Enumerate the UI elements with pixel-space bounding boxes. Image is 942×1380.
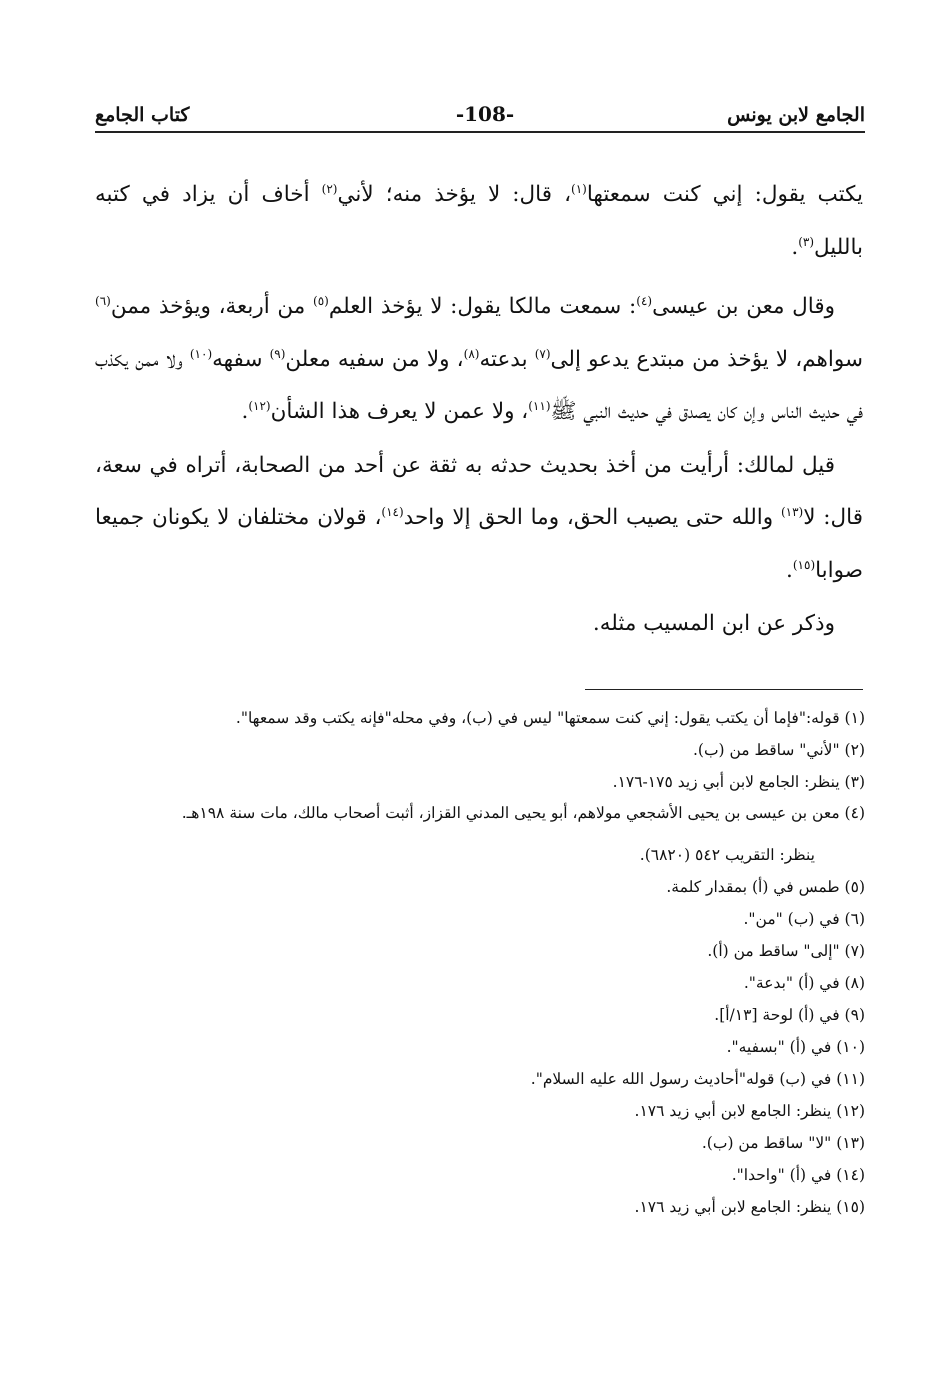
footnote-11: (١١) في (ب) قوله"أحاديث رسول الله عليه السلام". <box>530 1070 865 1088</box>
footnote-2: (٢) "لأني" ساقط من (ب). <box>692 741 865 759</box>
footnote-ref: (٩) <box>269 346 286 361</box>
footnote-ref: (٣) <box>798 234 815 249</box>
footnote-ref: (٦) <box>95 294 111 308</box>
footnote-15: (١٥) ينظر: الجامع لابن أبي زيد ١٧٦. <box>634 1198 865 1216</box>
main-text <box>95 166 863 655</box>
paragraph-2: وقال معن بن عيسى$^{(٤)}$: سمعت مالكا يقول: لا يؤخذ العلم$^{(٥)}$ من أربعة، ويؤخذ ممن$^{(٦)}$ سواهم، لا يؤخذ من مبتدع يدعو إلى$^{(٧)}$ بدعته$^{(٨)}$، ولا من سفيه معلن$^{(٩)}$ سفهه$^{(١٠)}$ ولا ممن يكذب في حديث الناس وإن كان يصدق في حديث النبي ﷺ$^{(١١)}$، ولا عمن لا يعرف هذا الشأن$^{(١٢)}$. <box>95 294 863 424</box>
footnote-ref: (٢) <box>321 182 338 196</box>
footnote-ref: (١٥) <box>792 557 816 572</box>
footnote-1: (١) قوله:"فإما أن يكتب يقول: إني كنت سمعتها" ليس في (ب)، وفي محله"فإنه يكتب وقد سمعها". <box>235 709 865 727</box>
footnote-ref: (١١) <box>528 399 551 413</box>
footnote-13: (١٣) "لا" ساقط من (ب). <box>701 1134 865 1152</box>
footnote-9: (٩) في (أ) لوحة [١٣/أ]. <box>714 1006 865 1024</box>
footnote-4-reference: ينظر: التقريب ٥٤٢ (٦٨٢٠). <box>639 846 815 864</box>
footnote-ref: (٨) <box>463 346 480 361</box>
running-header <box>95 102 865 132</box>
paragraph-1: يكتب يقول: إني كنت سمعتها$^{(١)}$، قال: لا يؤخذ منه؛ لأني$^{(٢)}$ أخاف أن يزاد في كتبه بالليل$^{(٣)}$. <box>95 182 863 260</box>
footnote-12: (١٢) ينظر: الجامع لابن أبي زيد ١٧٦. <box>634 1102 865 1120</box>
footnote-ref: (١) <box>571 182 587 196</box>
footnote-5: (٥) طمس في (أ) بمقدار كلمة. <box>666 878 865 896</box>
paragraph-4: وذكر عن ابن المسيب مثله. <box>592 611 835 636</box>
footnote-ref: (٤) <box>636 294 653 308</box>
footnote-ref: (١٢) <box>248 399 271 413</box>
paragraph-3: قيل لمالك: أرأيت من أخذ بحديث حدثه به ثقة عن أحد من الصحابة، أتراه في سعة، قال: لا$^{(١٣)}$ والله حتى يصيب الحق، وما الحق إلا واحد$^{(١٤)}$، قولان مختلفان لا يكونان جميعا صوابا$^{(١٥)}$. <box>95 452 863 583</box>
footnote-ref: (١٤) <box>381 505 404 519</box>
footnote-6: (٦) في (ب) "من". <box>743 910 865 928</box>
footnote-ref: (١٠) <box>189 346 213 361</box>
footnote-separator <box>585 689 863 690</box>
footnote-4: (٤) معن بن عيسى بن يحيى الأشجعي مولاهم، أبو يحيى المدني القزاز، أثبت أصحاب مالك، مات سنة ١٩٨هـ. <box>181 804 865 822</box>
footnote-ref: (٧) <box>534 346 551 361</box>
footnote-14: (١٤) في (أ) "واحدا". <box>731 1166 865 1184</box>
footnote-8: (٨) في (أ) "بدعة". <box>743 974 865 992</box>
footnote-10: (١٠) في (أ) "بسفيه". <box>726 1038 865 1056</box>
header-book-title: الجامع لابن يونس <box>727 104 865 126</box>
footnote-ref: (٥) <box>313 294 329 308</box>
page-number: -108- <box>455 102 515 126</box>
header-chapter-title: كتاب الجامع <box>95 104 190 126</box>
footnote-3: (٣) ينظر: الجامع لابن أبي زيد ١٧٥-١٧٦. <box>612 773 865 791</box>
footnote-ref: (١٣) <box>780 505 804 519</box>
footnotes <box>95 702 865 1223</box>
footnote-7: (٧) "إلى" ساقط من (أ). <box>707 942 865 960</box>
header-rule <box>95 131 865 133</box>
